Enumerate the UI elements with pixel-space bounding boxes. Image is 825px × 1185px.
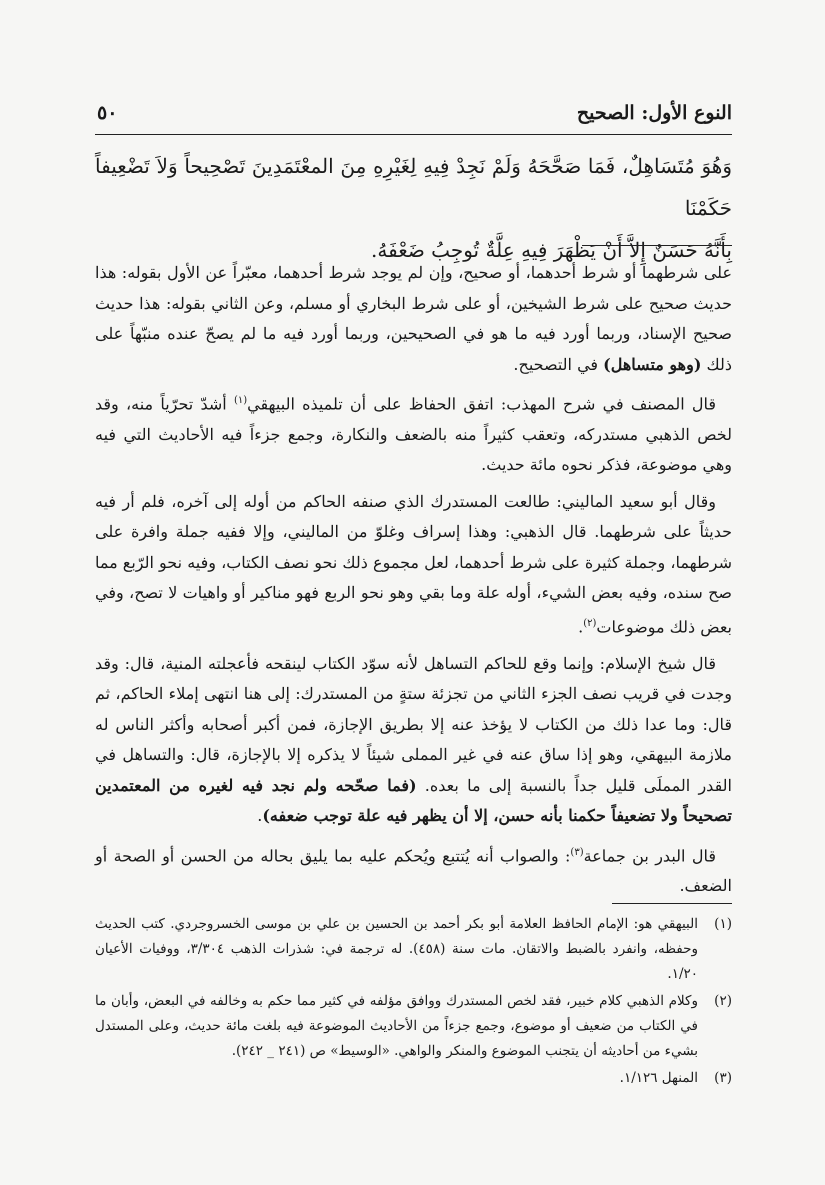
footnote-number: (٢): [714, 993, 732, 1009]
commentary-paragraph: [95, 487, 732, 643]
text-span: قال البدر بن جماعة: [583, 845, 717, 865]
text-span: قال شيخ الإسلام: وإنما وقع للحاكم التساهل لأنه سوّد الكتاب لينقحه فأعجلته المنية، قال: وقد وجدت في قريب نصف الجزء الثاني من تجزئة ستةٍ من المستدرك: إلى هنا انتهى إملاء الحاكم، ثم قال: وما عدا ذلك من الكتاب لا يؤخذ عنه إلا بطريق الإجازة، فمن أكبر أصحابه وأكثر الناس له ملازمة البيهقي، وهو إذا ساق عنه في غير المملى شيئاً لا يذكره إلا بالإجازة، قال: والتساهل في القدر المملَى قليل جداً بالنسبة إلى ما بعده.: [95, 653, 733, 795]
footnote-text: المنهل ١/١٢٦.: [619, 1070, 698, 1086]
divider: [582, 245, 732, 246]
text-span: .: [578, 617, 584, 637]
footnote: [95, 912, 732, 987]
text-span: قال المصنف في شرح المهذب: اتفق الحفاظ على أن تلميذه البيهقي: [247, 394, 717, 414]
text-span: في التصحيح.: [513, 354, 599, 374]
text-span: أشدّ تحرّياً منه، وقد لخص الذهبي مستدركه، وتعقب كثيراً منه بالضعف والنكارة، وجمع جزءاً فيه الأحاديث التي فيه وهي موضوعة، فذكر نحوه مائة حديث.: [95, 394, 732, 475]
footnote-text: البيهقي هو: الإمام الحافظ العلامة أبو بكر أحمد بن الحسين بن علي بن موسى الخسروجردي. كتب الحديث وحفظه، وانفرد بالضبط والاتقان. مات سنة (٤٥٨). له ترجمة في: شذرات الذهب ٣/٣٠٤، ووفيات الأعيان ١/٢٠.: [95, 916, 698, 982]
main-text-line: بِأَنَّهُ حَسَنٌ إِلاَّ أَنْ يَظْهَرَ فِيهِ عِلَّةٌ تُوجِبُ ضَعْفَهُ.: [371, 238, 732, 262]
footnote: [95, 989, 732, 1064]
footnote-text: وكلام الذهبي كلام خبير، فقد لخص المستدرك ووافق مؤلفه في كثير مما حكم به وخالفه في البعض، وأبان ما في الكتاب من ضعيف أو موضوع، وجمع جزءاً من الأحاديث الموضوعة فيه بلغت مائة حديث، وعلى المستدل بشيء من أحاديثه أن يتجنب الموضوع والمنكر والواهي. «الوسيط» ص (٢٤١ _ ٢٤٢).: [95, 993, 698, 1059]
footnotes: [95, 912, 732, 1093]
commentary: [95, 258, 732, 908]
page-number: ٥٠: [97, 102, 118, 124]
text-span: على شرطهما أو شرط أحدهما، أو صحيح، وإن لم يوجد شرط أحدهما، معبّراً عن الأول بقوله: هذا حديث صحيح على شرط الشيخين، أو على شرط البخاري أو مسلم، وعن الثاني بقوله: هذا حديث صحيح الإسناد، وربما أورد فيه ما هو في الصحيحين، وربما أورد فيه ما لم يصحّ عنده منبّهاً على ذلك: [95, 263, 732, 374]
bold-quote: (وهو متساهل): [603, 354, 702, 374]
text-span: .: [257, 806, 263, 826]
commentary-paragraph: [95, 258, 732, 380]
commentary-paragraph: [95, 386, 732, 481]
page-header: [95, 98, 732, 135]
text-span: وقال أبو سعيد الماليني: طالعت المستدرك الذي صنفه الحاكم من أوله إلى آخره، فلم أر فيه حديثاً على شرطهما. قال الذهبي: وهذا إسراف وغلوّ من الماليني، وإلا ففيه جملة وافرة على شرطهما، وجملة كثيرة على شرط أحدهما، لعل مجموع ذلك نحو نصف الكتاب، وفيه نحو الرّبع مما صح سنده، وفيه بعض الشيء، أوله علة وما بقي وهو نحو الربع فهو مناكير أو واهيات لا تصح، وفي بعض ذلك موضوعات: [95, 491, 732, 637]
running-title: النوع الأول: الصحيح: [576, 102, 732, 124]
text-span: : والصواب أنه يُتتبع ويُحكم عليه بما يليق بحاله من الحسن أو الصحة أو الضعف.: [95, 845, 732, 896]
footnote-ref[interactable]: (٣): [570, 846, 584, 858]
bold-quote: (فما صحّحه ولم نجد فيه لغيره من المعتمدين تصحيحاً ولا تضعيفاً حكمنا بأنه حسن، إلا أن يظهر فيه علة توجب ضعفه): [95, 775, 732, 826]
footnote-divider: [612, 903, 732, 904]
footnote-ref[interactable]: (١): [233, 395, 248, 406]
main-text-line: وَهُوَ مُتَسَاهِلٌ، فَمَا صَحَّحَهُ وَلَمْ نَجِدْ فِيهِ لِغَيْرِهِ مِنَ المعْتَمَدِينَ تَصْحِيحاً وَلاَ تَضْعِيفاً حَكَمْنَا: [95, 154, 732, 220]
footnote: [95, 1066, 732, 1091]
footnote-number: (١): [714, 916, 732, 932]
commentary-paragraph: [95, 649, 732, 832]
main-text: [95, 145, 732, 271]
footnote-ref[interactable]: (٢): [583, 617, 597, 629]
commentary-paragraph: [95, 838, 732, 902]
footnote-number: (٣): [714, 1070, 732, 1086]
